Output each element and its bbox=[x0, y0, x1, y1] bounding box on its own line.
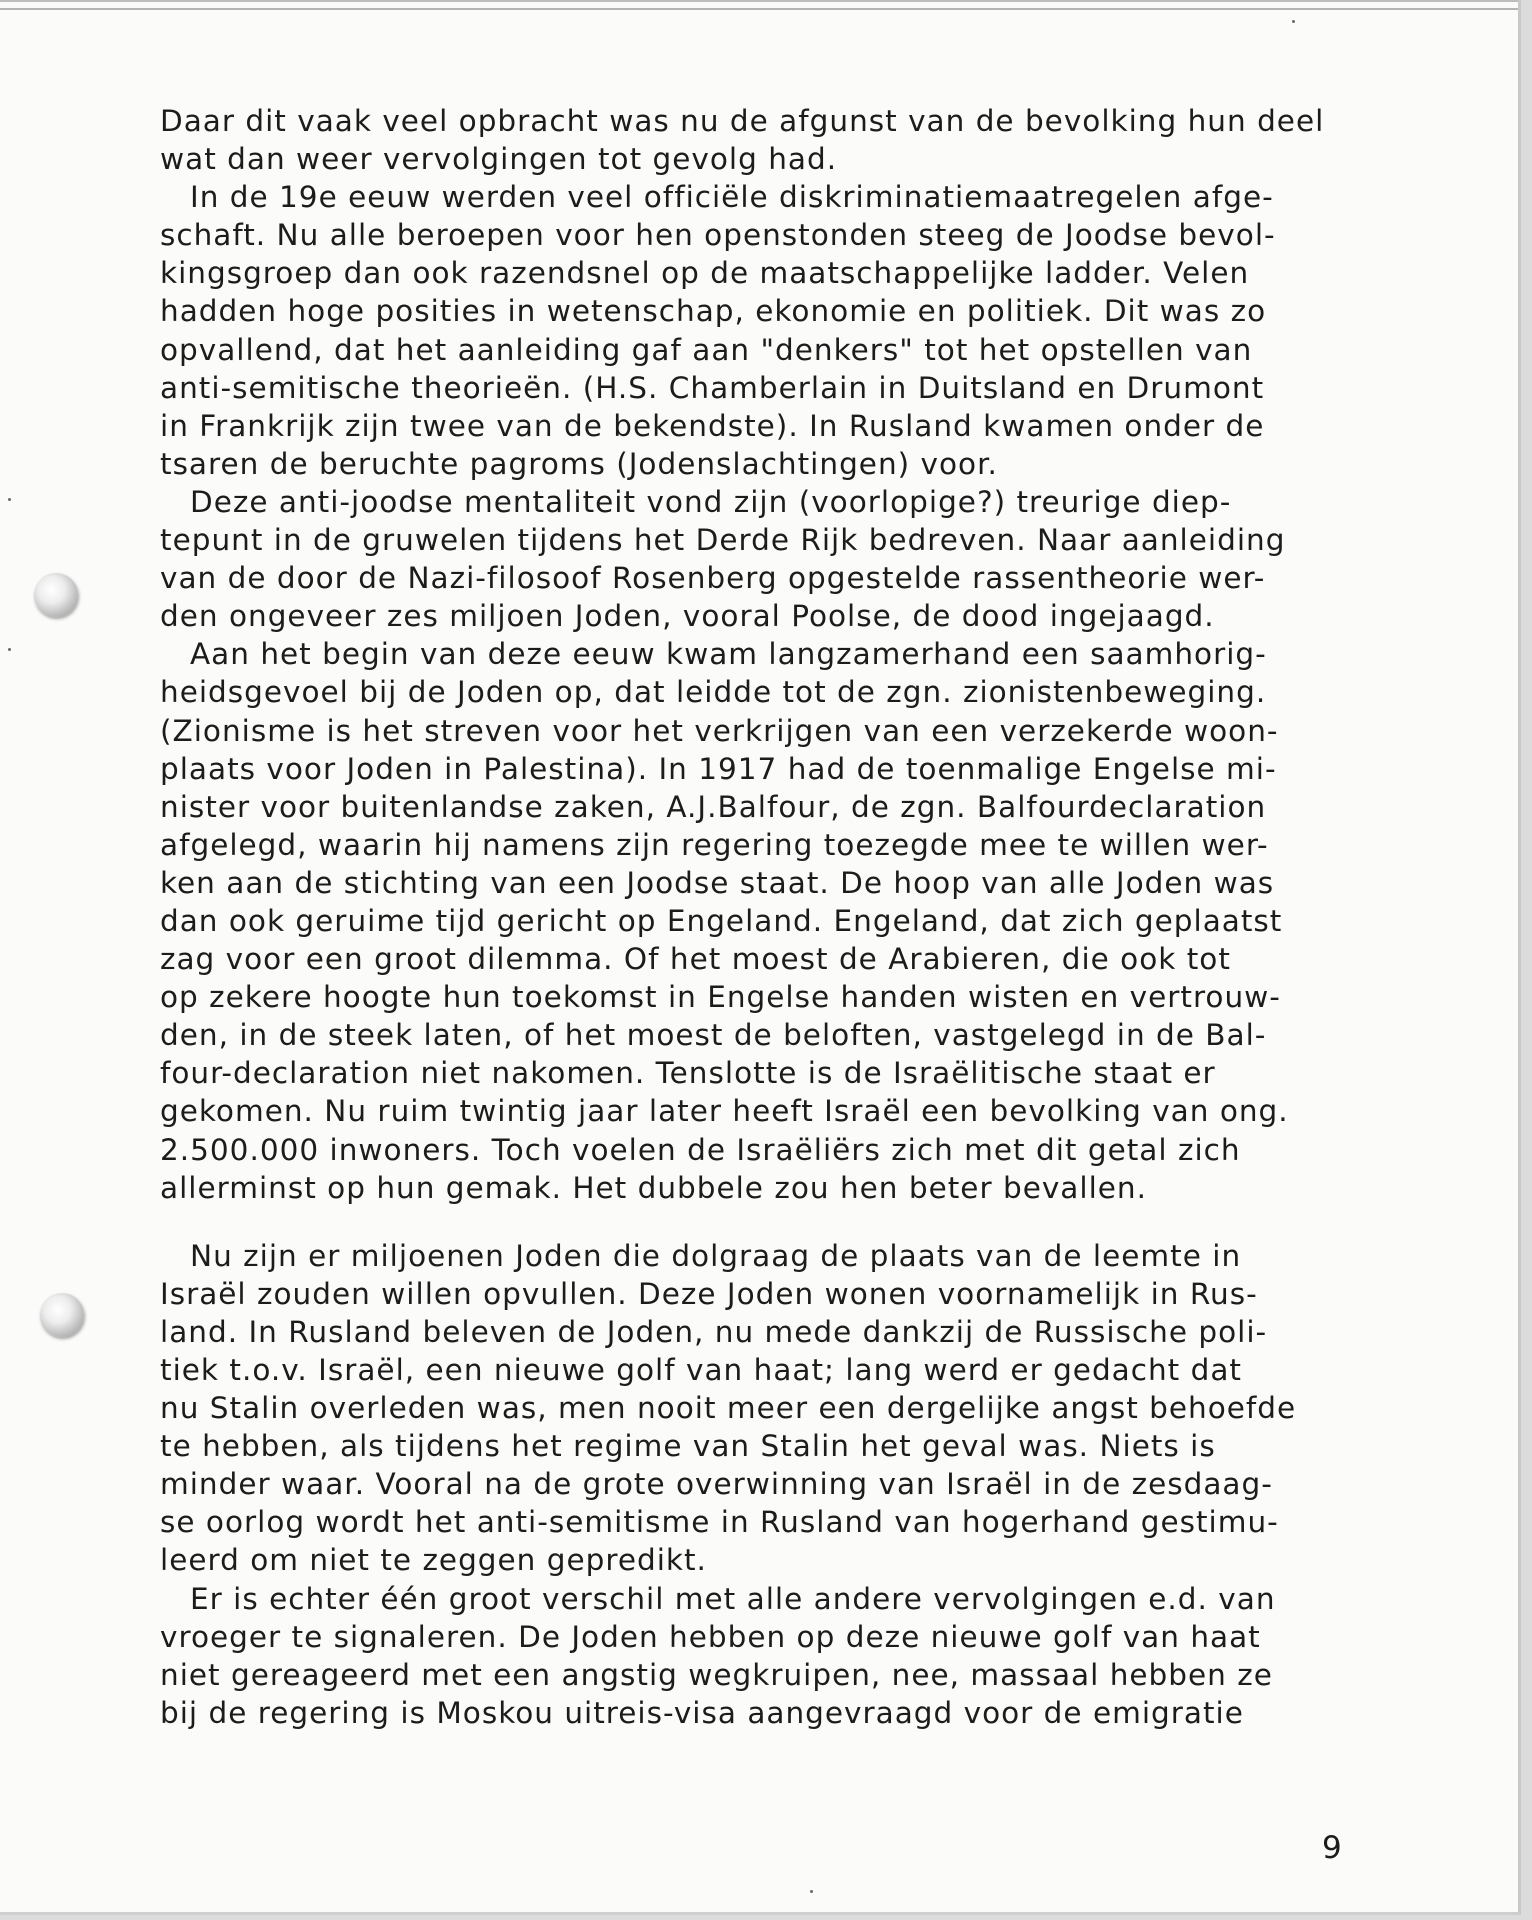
paragraph bbox=[160, 1580, 1412, 1732]
text-line: tsaren de beruchte pagroms (Jodenslachtingen) voor. bbox=[160, 446, 998, 481]
text-line: den, in de steek laten, of het moest de beloften, vastgelegd in de Bal- bbox=[160, 1018, 1267, 1053]
text-line: te hebben, als tijdens het regime van Stalin het geval was. Niets is bbox=[160, 1429, 1216, 1464]
scan-speck bbox=[1292, 20, 1295, 23]
text-line: nister voor buitenlandse zaken, A.J.Balfour, de zgn. Balfourdeclaration bbox=[160, 789, 1267, 824]
text-line: Daar dit vaak veel opbracht was nu de afgunst van de bevolking hun deel bbox=[160, 104, 1325, 138]
text-line: Nu zijn er miljoenen Joden die dolgraag de plaats van de leemte in bbox=[190, 1238, 1242, 1273]
text-line: schaft. Nu alle beroepen voor hen openstonden steeg de Joodse bevol- bbox=[160, 218, 1276, 253]
text-line: bij de regering is Moskou uitreis-visa aangevraagd voor de emigratie bbox=[160, 1695, 1244, 1730]
text-line: ken aan de stichting van een Joodse staat. De hoop van alle Joden was bbox=[160, 865, 1275, 900]
text-line: van de door de Nazi-filosoof Rosenberg opgestelde rassentheorie wer- bbox=[160, 561, 1266, 596]
text-line: heidsgevoel bij de Joden op, dat leidde tot de zgn. zionistenbeweging. bbox=[160, 675, 1267, 710]
text-line: se oorlog wordt het anti-semitisme in Rusland van hogerhand gestimu- bbox=[160, 1505, 1279, 1540]
paragraph bbox=[160, 178, 1412, 483]
scan-speck bbox=[8, 498, 11, 501]
text-line: wat dan weer vervolgingen tot gevolg had. bbox=[160, 142, 838, 177]
text-line: nu Stalin overleden was, men nooit meer een dergelijke angst behoefde bbox=[160, 1391, 1297, 1426]
text-line: dan ook geruime tijd gericht op Engeland. Engeland, dat zich geplaatst bbox=[160, 903, 1283, 938]
text-line: Er is echter één groot verschil met alle andere vervolgingen e.d. van bbox=[190, 1581, 1276, 1616]
text-line: Aan het begin van deze eeuw kwam langzamerhand een saamhorig- bbox=[190, 637, 1267, 672]
text-line: minder waar. Vooral na de grote overwinning van Israël in de zesdaag- bbox=[160, 1467, 1273, 1502]
punch-hole-top bbox=[34, 573, 78, 617]
scan-speck bbox=[8, 648, 11, 651]
text-line: hadden hoge posities in wetenschap, ekonomie en politiek. Dit was zo bbox=[160, 294, 1267, 329]
paragraph bbox=[160, 1237, 1412, 1580]
text-line: tiek t.o.v. Israël, een nieuwe golf van haat; lang werd er gedacht dat bbox=[160, 1353, 1242, 1387]
text-line: anti-semitische theorieën. (H.S. Chamberlain in Duitsland en Drumont bbox=[160, 370, 1265, 405]
text-line: leerd om niet te zeggen gepredikt. bbox=[160, 1543, 707, 1578]
text-line: four-declaration niet nakomen. Tenslotte is de Israëlitische staat er bbox=[160, 1056, 1216, 1091]
paragraph bbox=[160, 635, 1412, 1206]
text-line: plaats voor Joden in Palestina). In 1917 had de toenmalige Engelse mi- bbox=[160, 751, 1277, 786]
text-line: vroeger te signaleren. De Joden hebben op deze nieuwe golf van haat bbox=[160, 1619, 1261, 1654]
text-line: den ongeveer zes miljoen Joden, vooral Poolse, de dood ingejaagd. bbox=[160, 599, 1215, 634]
page-number: 9 bbox=[1322, 1830, 1342, 1866]
punch-hole-bottom bbox=[40, 1293, 84, 1337]
text-line: 2.500.000 inwoners. Toch voelen de Israëliërs zich met dit getal zich bbox=[160, 1132, 1241, 1167]
page-top-edge bbox=[0, 8, 1518, 10]
paragraph bbox=[160, 102, 1412, 178]
text-line: kingsgroep dan ook razendsnel op de maatschappelijke ladder. Velen bbox=[160, 256, 1250, 291]
text-line: (Zionisme is het streven voor het verkrijgen van een verzekerde woon- bbox=[160, 713, 1279, 748]
text-line: allerminst op hun gemak. Het dubbele zou hen beter bevallen. bbox=[160, 1170, 1147, 1205]
text-line: opvallend, dat het aanleiding gaf aan "denkers" tot het opstellen van bbox=[160, 332, 1253, 367]
text-line: In de 19e eeuw werden veel officiële diskriminatiemaatregelen afge- bbox=[190, 180, 1274, 215]
paragraph bbox=[160, 483, 1412, 635]
paragraph-gap bbox=[160, 1207, 1412, 1237]
scan-speck bbox=[810, 1890, 813, 1893]
text-line: Israël zouden willen opvullen. Deze Joden wonen voornamelijk in Rus- bbox=[160, 1276, 1258, 1311]
text-line: gekomen. Nu ruim twintig jaar later heeft Israël een bevolking van ong. bbox=[160, 1094, 1289, 1129]
text-line: op zekere hoogte hun toekomst in Engelse handen wisten en vertrouw- bbox=[160, 980, 1281, 1015]
text-line: in Frankrijk zijn twee van de bekendste). In Rusland kwamen onder de bbox=[160, 408, 1265, 443]
text-line: tepunt in de gruwelen tijdens het Derde Rijk bedreven. Naar aanleiding bbox=[160, 523, 1286, 558]
body-text bbox=[160, 102, 1412, 1732]
text-line: zag voor een groot dilemma. Of het moest de Arabieren, die ook tot bbox=[160, 942, 1231, 977]
text-line: land. In Rusland beleven de Joden, nu mede dankzij de Russische poli- bbox=[160, 1314, 1268, 1349]
text-line: afgelegd, waarin hij namens zijn regering toezegde mee te willen wer- bbox=[160, 827, 1269, 862]
text-line: Deze anti-joodse mentaliteit vond zijn (voorlopige?) treurige diep- bbox=[190, 484, 1232, 519]
text-line: niet gereageerd met een angstig wegkruipen, nee, massaal hebben ze bbox=[160, 1657, 1273, 1692]
